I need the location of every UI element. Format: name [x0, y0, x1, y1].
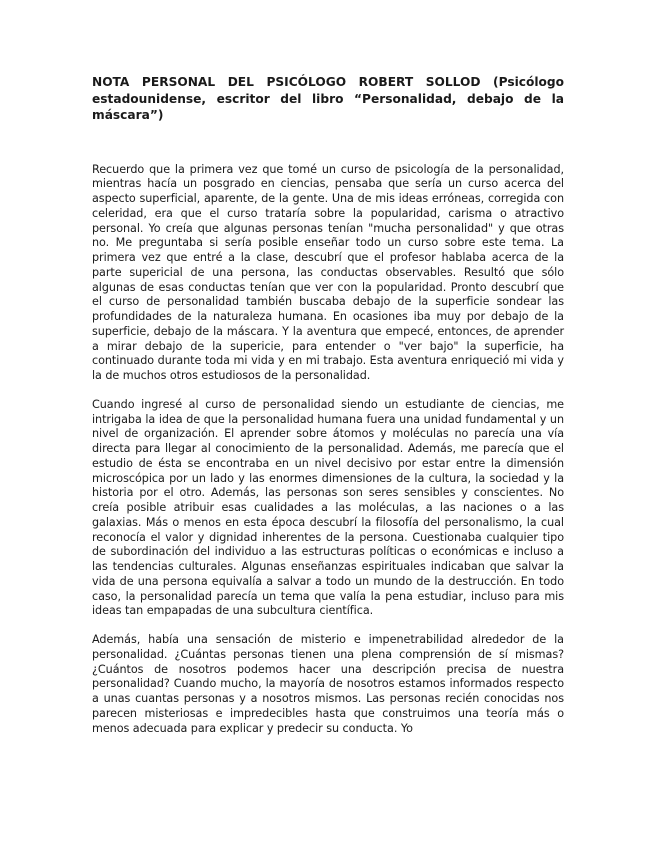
- paragraph-3: Además, había una sensación de misterio e impenetrabilidad alrededor de la personalidad. ¿Cuántas personas tienen una plena comprensión de sí mismas? ¿Cuántos de nosotros podemos hacer una descripción precisa de nuestra personalidad? Cuando mucho, la mayoría de nosotros estamos informados respecto a unas cuantas personas y a nosotros mismos. Las personas recién conocidas nos parecen misteriosas e impredecibles hasta que construimos una teoría más o menos adecuada para explicar y predecir su conducta. Yo: [92, 633, 564, 735]
- document-body: [92, 74, 564, 750]
- document-title: NOTA PERSONAL DEL PSICÓLOGO ROBERT SOLLOD (Psicólogo estadounidense, escritor del libro “Personalidad, debajo de la máscara”): [92, 75, 564, 122]
- paragraph-2: Cuando ingresé al curso de personalidad siendo un estudiante de ciencias, me intrigaba la idea de que la personalidad humana fuera una unidad fundamental y un nivel de organización. El aprender sobre átomos y moléculas no parecía una vía directa para llegar al conocimiento de la personalidad. Además, me parecía que el estudio de ésta se encontraba en un nivel decisivo por estar entre la dimensión microscópica por un lado y las enormes dimensiones de la cultura, la sociedad y la historia por el otro. Además, las personas son seres sensibles y conscientes. No creía posible atribuir esas cualidades a las moléculas, a las naciones o a las galaxias. Más o menos en esta época descubrí la filosofía del personalismo, la cual reconocía el valor y dignidad inherentes de la persona. Cuestionaba cualquier tipo de subordinación del individuo a las estructuras políticas o económicas e incluso a las tendencias culturales. Algunas enseñanzas espirituales indicaban que salvar la vida de una persona equivalía a salvar a todo un mundo de la destrucción. En todo caso, la personalidad parecía un tema que valía la pena estudiar, incluso para mis ideas tan empapadas de una subcultura científica.: [92, 397, 564, 618]
- paragraph-1: Recuerdo que la primera vez que tomé un curso de psicología de la personalidad, mientras hacía un posgrado en ciencias, pensaba que sería un curso acerca del aspecto superficial, aparente, de la gente. Una de mis ideas erróneas, corregida con celeridad, era que el curso trataría sobre la popularidad, carisma o atractivo personal. Yo creía que algunas personas tenían "mucha personalidad" y que otras no. Me preguntaba si sería posible enseñar todo un curso sobre este tema. La primera vez que entré a la clase, descubrí que el profesor hablaba acerca de la parte supericial de una persona, las conductas observables. Resultó que sólo algunas de esas conductas tenían que ver con la popularidad. Pronto descubrí que el curso de personalidad también buscaba debajo de la superficie sondear las profundidades de la naturaleza humana. En ocasiones iba muy por debajo de la superficie, debajo de la máscara. Y la aventura que empecé, entonces, de aprender a mirar debajo de la supericie, para entender o "ver bajo" la superficie, ha continuado durante toda mi vida y en mi trabajo. Esta aventura enriqueció mi vida y la de muchos otros estudiosos de la personalidad.: [92, 162, 564, 382]
